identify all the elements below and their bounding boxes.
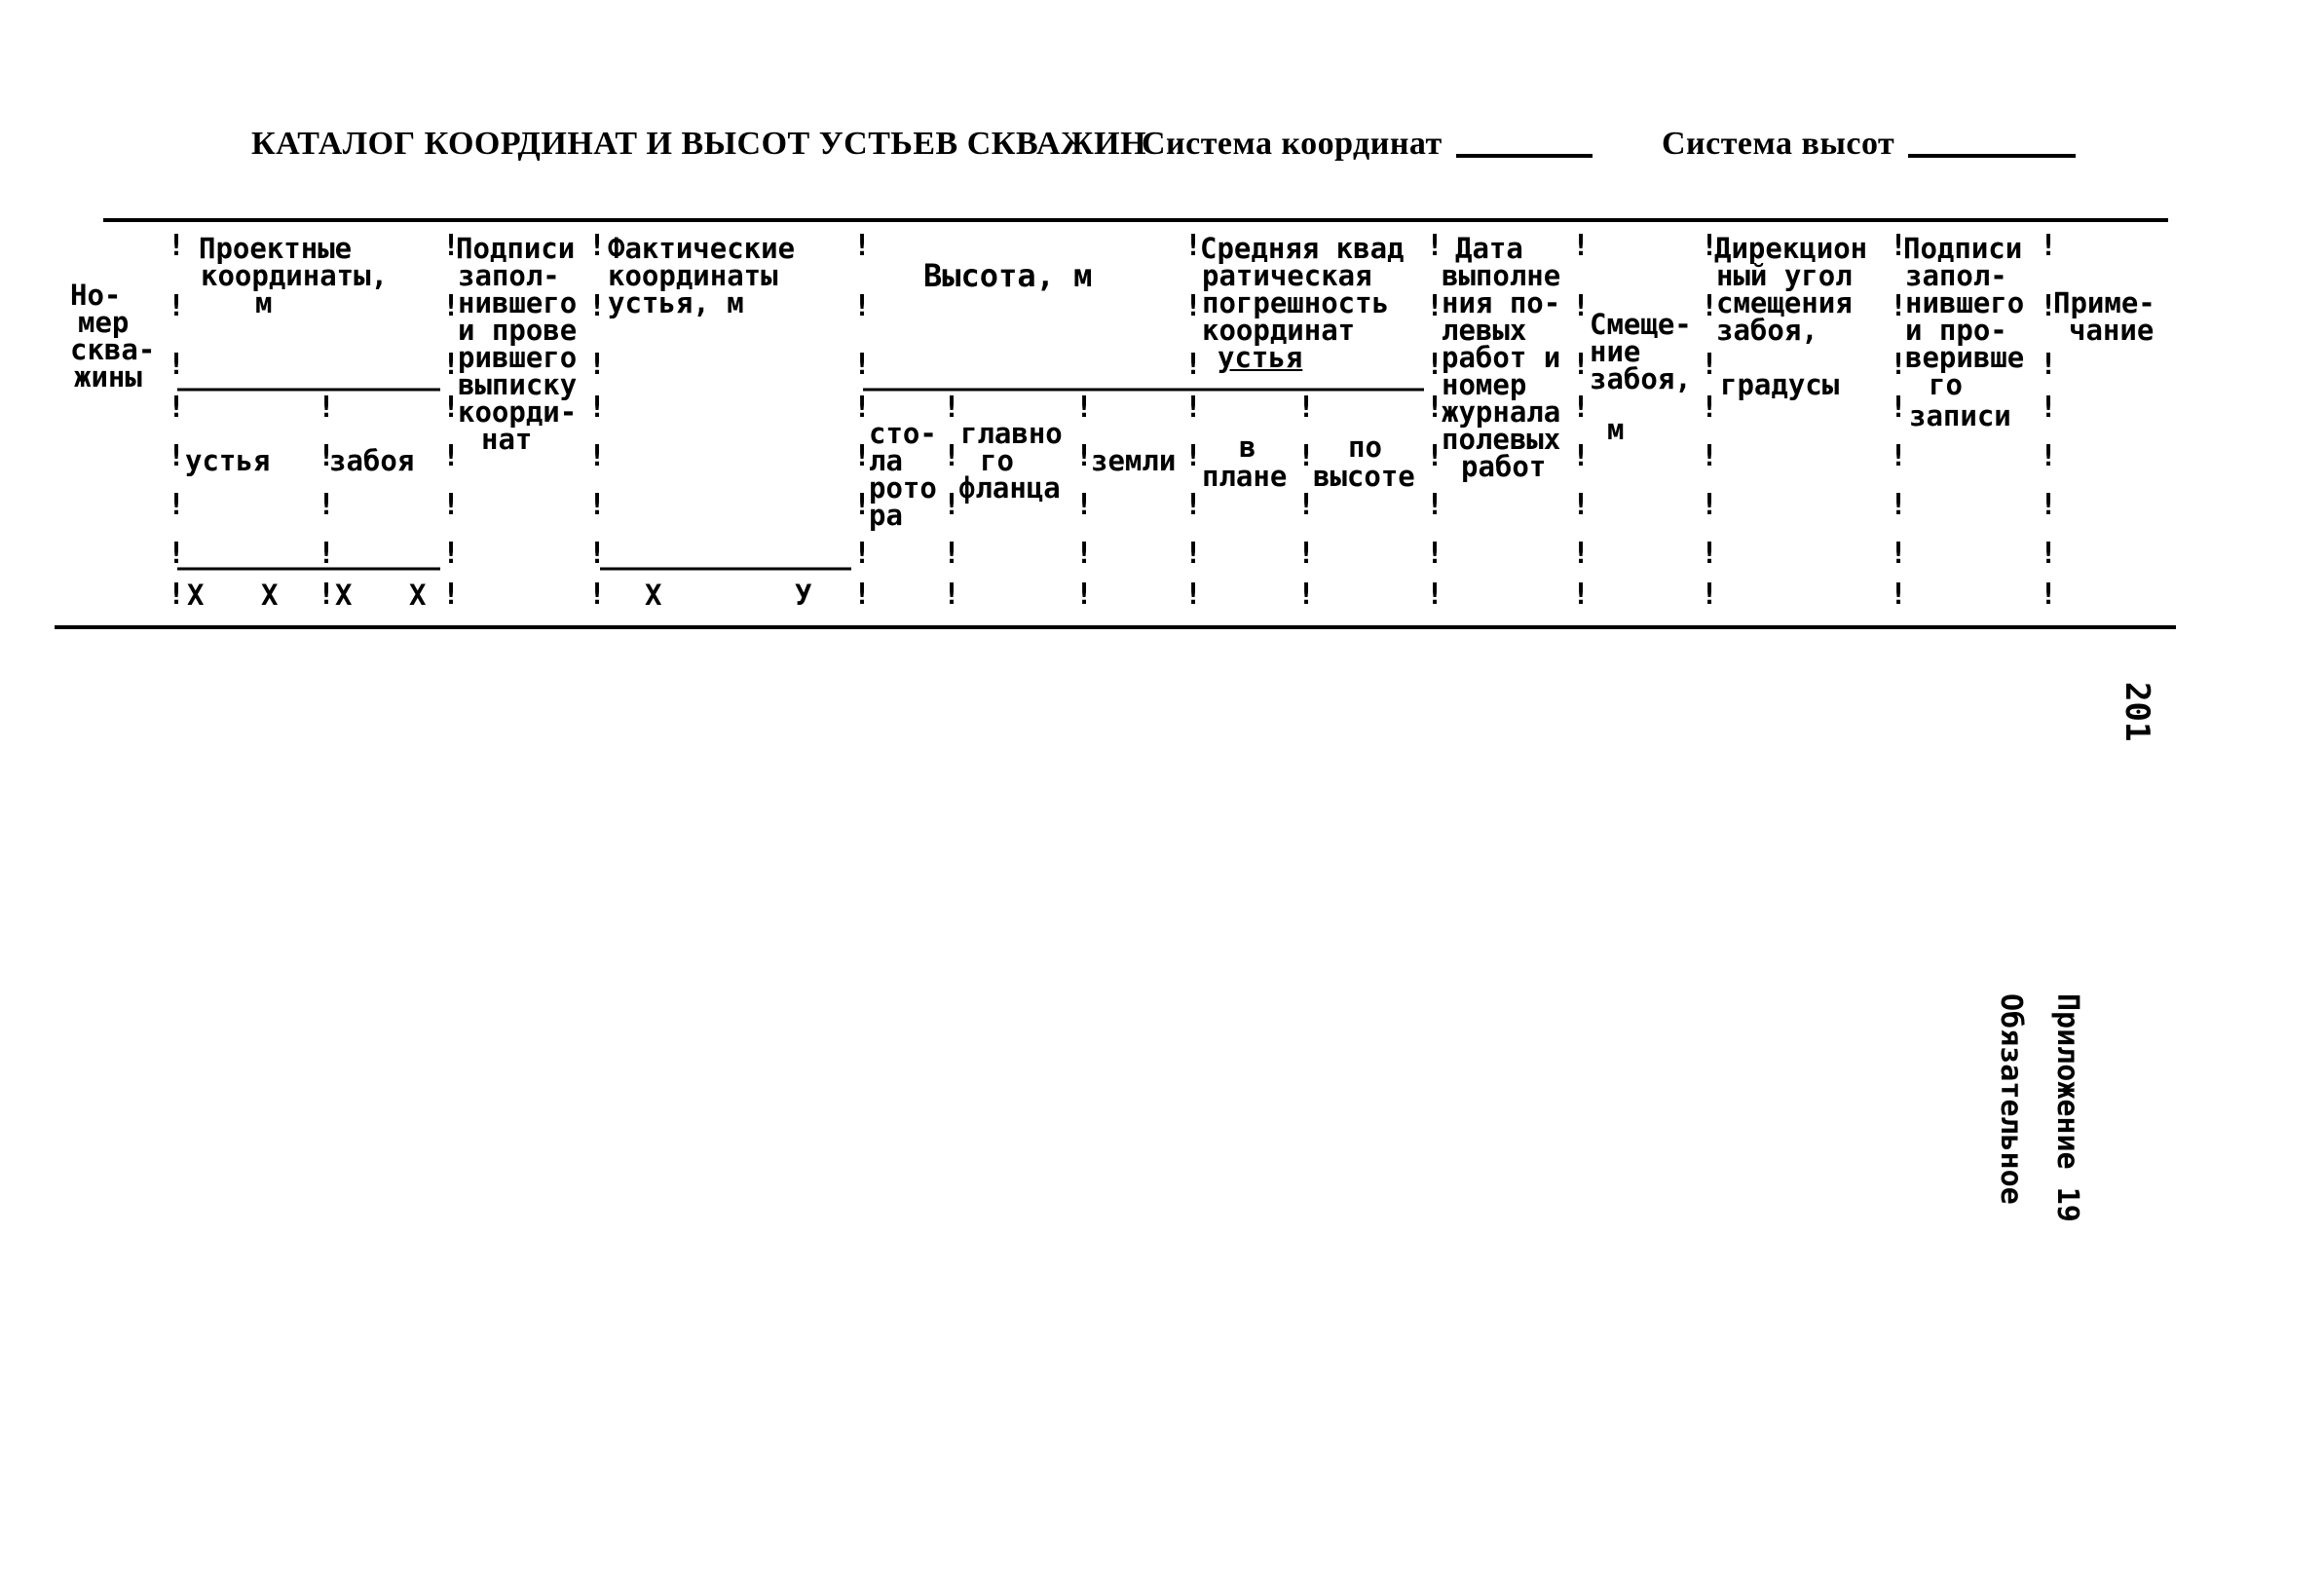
header-angle-1: Дирекцион xyxy=(1714,232,1868,265)
svg-text:!: ! xyxy=(1297,537,1316,571)
header-writer-2: запол- xyxy=(1905,259,2007,292)
header-note-1: Приме- xyxy=(2053,286,2155,319)
svg-text:!: ! xyxy=(588,537,607,571)
svg-text:!: ! xyxy=(1297,488,1316,522)
header-design-coords-3: м xyxy=(255,286,273,319)
svg-text:!: ! xyxy=(168,348,186,382)
svg-text:!: ! xyxy=(442,348,461,382)
header-rms-4: координат xyxy=(1202,314,1356,347)
svg-text:!: ! xyxy=(1184,391,1203,425)
header-rms-1: Средняя квад xyxy=(1200,232,1405,265)
header-well-number-4: жины xyxy=(74,360,142,393)
header-rotor-2: ла xyxy=(869,444,903,477)
svg-text:!: ! xyxy=(1572,229,1591,263)
svg-text:!: ! xyxy=(1297,439,1316,473)
header-ground: земли xyxy=(1091,444,1177,477)
svg-text:!: ! xyxy=(318,537,336,571)
svg-text:!: ! xyxy=(853,439,872,473)
header-flange-3: фланца xyxy=(958,471,1061,505)
svg-text:!: ! xyxy=(1890,578,1908,612)
header-flange-2: го xyxy=(980,444,1014,477)
height-system-label: Система высот xyxy=(1662,125,2076,164)
svg-text:!: ! xyxy=(853,488,872,522)
header-writer-3: нившего xyxy=(1905,286,2025,319)
svg-text:!: ! xyxy=(2040,289,2058,323)
svg-text:!: ! xyxy=(2040,439,2058,473)
header-note-2: чание xyxy=(2069,314,2155,347)
svg-text:!: ! xyxy=(588,439,607,473)
svg-text:!: ! xyxy=(588,229,607,263)
header-signature-5: рившего xyxy=(458,341,578,374)
svg-text:!: ! xyxy=(168,229,186,263)
svg-text:!: ! xyxy=(1701,289,1719,323)
header-rms-plan-1: в xyxy=(1239,430,1256,464)
svg-text:!: ! xyxy=(2040,348,2058,382)
separator-8 xyxy=(1184,229,1202,612)
svg-text:!: ! xyxy=(442,488,461,522)
svg-text:!: ! xyxy=(1297,578,1316,612)
svg-text:!: ! xyxy=(1890,537,1908,571)
appendix-type: Обязательное xyxy=(1994,993,2028,1205)
header-well-number-3: сква- xyxy=(70,333,156,366)
svg-text:!: ! xyxy=(1184,229,1203,263)
svg-text:!: ! xyxy=(1075,537,1094,571)
svg-text:!: ! xyxy=(1701,488,1719,522)
svg-text:!: ! xyxy=(2040,488,2058,522)
svg-text:!: ! xyxy=(1426,229,1444,263)
svg-text:!: ! xyxy=(1890,439,1908,473)
header-rotor-3: рото xyxy=(869,471,937,505)
svg-text:!: ! xyxy=(853,391,872,425)
svg-text:!: ! xyxy=(2040,391,2058,425)
header-rotor-4: ра xyxy=(869,499,903,532)
header-angle-4: забоя, xyxy=(1716,314,1818,347)
svg-text:!: ! xyxy=(318,439,336,473)
svg-text:!: ! xyxy=(1075,578,1094,612)
header-actual-y: У xyxy=(795,579,812,612)
header-writer-1: Подписи xyxy=(1903,232,2023,265)
svg-text:!: ! xyxy=(1701,391,1719,425)
svg-text:!: ! xyxy=(1184,537,1203,571)
page-title: КАТАЛОГ КООРДИНАТ И ВЫСОТ УСТЬЕВ СКВАЖИН xyxy=(251,126,1147,162)
header-design-x1: X xyxy=(187,579,205,612)
svg-text:!: ! xyxy=(1890,289,1908,323)
header-design-coords-1: Проектные xyxy=(199,232,353,265)
separator-2 xyxy=(318,391,335,612)
svg-text:!: ! xyxy=(1572,537,1591,571)
header-design-x4: X xyxy=(409,579,427,612)
header-well-number-2: мер xyxy=(78,306,130,339)
header-date-9: работ xyxy=(1461,450,1547,483)
separator-11 xyxy=(1572,229,1590,612)
svg-text:!: ! xyxy=(1890,391,1908,425)
svg-text:!: ! xyxy=(168,289,186,323)
header-angle-3: смещения xyxy=(1716,286,1853,319)
svg-text:!: ! xyxy=(1075,391,1094,425)
svg-text:!: ! xyxy=(1701,348,1719,382)
svg-text:!: ! xyxy=(168,578,186,612)
svg-text:!: ! xyxy=(168,488,186,522)
svg-text:!: ! xyxy=(1184,488,1203,522)
svg-text:!: ! xyxy=(1890,488,1908,522)
svg-text:!: ! xyxy=(1701,578,1719,612)
svg-text:!: ! xyxy=(853,348,872,382)
header-date-7: журнала xyxy=(1442,395,1561,429)
svg-text:!: ! xyxy=(588,289,607,323)
svg-text:!: ! xyxy=(168,439,186,473)
header-date-1: Дата xyxy=(1455,232,1523,265)
header-rms-plan-2: плане xyxy=(1202,460,1288,493)
header-rms-5: устья xyxy=(1218,341,1303,374)
header-offset-3: забоя, xyxy=(1590,362,1692,395)
header-date-4: левых xyxy=(1442,314,1527,347)
header-signature-6: выписку xyxy=(458,368,578,401)
header-offset-4: м xyxy=(1607,413,1625,446)
header-design-bottom: забоя xyxy=(329,444,415,477)
svg-text:!: ! xyxy=(1572,348,1591,382)
page-number: 201 xyxy=(2118,682,2156,742)
svg-text:!: ! xyxy=(318,578,336,612)
separator-7 xyxy=(1075,391,1093,612)
header-date-8: полевых xyxy=(1442,423,1561,456)
svg-text:!: ! xyxy=(1890,229,1908,263)
svg-text:!: ! xyxy=(943,488,961,522)
svg-text:!: ! xyxy=(943,537,961,571)
header-signature-7: коорди- xyxy=(458,395,578,429)
header-rms-height-1: по xyxy=(1348,430,1382,464)
header-writer-6: го xyxy=(1929,368,1963,401)
header-rms-2: ратическая xyxy=(1202,259,1372,292)
svg-text:!: ! xyxy=(442,578,461,612)
svg-text:!: ! xyxy=(168,537,186,571)
header-design-mouth: устья xyxy=(185,444,271,477)
svg-text:!: ! xyxy=(1890,348,1908,382)
svg-text:!: ! xyxy=(442,289,461,323)
header-rms-height-2: высоте xyxy=(1313,460,1415,493)
header-actual-coords-2: координаты xyxy=(608,259,778,292)
svg-text:!: ! xyxy=(1572,578,1591,612)
header-design-x3: X xyxy=(335,579,353,612)
svg-text:!: ! xyxy=(1572,289,1591,323)
svg-text:!: ! xyxy=(943,391,961,425)
svg-text:!: ! xyxy=(943,439,961,473)
header-well-number-1: Но- xyxy=(70,279,122,312)
svg-text:!: ! xyxy=(588,578,607,612)
svg-text:!: ! xyxy=(1184,289,1203,323)
header-date-3: ния по- xyxy=(1442,286,1561,319)
separator-1 xyxy=(168,229,185,612)
svg-text:!: ! xyxy=(1426,439,1444,473)
header-design-coords-2: координаты, xyxy=(201,259,389,292)
svg-text:!: ! xyxy=(588,391,607,425)
separator-9 xyxy=(1297,391,1315,612)
svg-text:!: ! xyxy=(318,488,336,522)
svg-text:!: ! xyxy=(442,537,461,571)
svg-text:!: ! xyxy=(1572,391,1591,425)
svg-text:!: ! xyxy=(442,391,461,425)
header-actual-coords-1: Фактические xyxy=(608,232,796,265)
header-writer-7: записи xyxy=(1909,399,2011,432)
svg-text:!: ! xyxy=(1426,578,1444,612)
svg-text:!: ! xyxy=(1426,348,1444,382)
header-signature-3: нившего xyxy=(458,286,578,319)
header-rotor-1: сто- xyxy=(869,417,937,450)
svg-text:!: ! xyxy=(1075,488,1094,522)
header-rms-3: погрешность xyxy=(1202,286,1390,319)
svg-text:!: ! xyxy=(1075,439,1094,473)
svg-text:!: ! xyxy=(168,391,186,425)
svg-text:!: ! xyxy=(2040,229,2058,263)
svg-text:!: ! xyxy=(1184,439,1203,473)
coord-system-label: Система координат xyxy=(1142,125,1593,164)
svg-text:!: ! xyxy=(853,229,872,263)
header-offset-1: Смеще- xyxy=(1590,308,1692,341)
header-date-2: выполне xyxy=(1442,259,1561,292)
header-angle-2: ный угол xyxy=(1716,259,1853,292)
header-angle-5: градусы xyxy=(1720,368,1840,401)
svg-text:!: ! xyxy=(442,439,461,473)
svg-text:!: ! xyxy=(853,289,872,323)
header-signature-4: и прове xyxy=(458,314,578,347)
svg-text:!: ! xyxy=(1426,289,1444,323)
header-date-5: работ и xyxy=(1442,341,1561,374)
svg-text:!: ! xyxy=(853,537,872,571)
svg-text:!: ! xyxy=(1426,488,1444,522)
header-actual-coords-3: устья, м xyxy=(608,286,744,319)
svg-text:!: ! xyxy=(2040,578,2058,612)
header-offset-2: ние xyxy=(1590,335,1641,368)
svg-text:!: ! xyxy=(943,578,961,612)
header-writer-5: веривше xyxy=(1905,341,2025,374)
header-signature-8: нат xyxy=(481,423,533,456)
header-signature-2: запол- xyxy=(458,259,560,292)
header-actual-x: X xyxy=(645,579,662,612)
svg-text:!: ! xyxy=(1184,578,1203,612)
header-writer-4: и про- xyxy=(1905,314,2007,347)
svg-text:!: ! xyxy=(1184,348,1203,382)
header-design-x2: X xyxy=(261,579,279,612)
svg-text:!: ! xyxy=(588,348,607,382)
svg-text:!: ! xyxy=(588,488,607,522)
svg-text:!: ! xyxy=(318,391,336,425)
svg-text:!: ! xyxy=(1297,391,1316,425)
header-signature-1: Подписи xyxy=(456,232,576,265)
svg-text:!: ! xyxy=(1701,537,1719,571)
svg-text:!: ! xyxy=(1572,488,1591,522)
svg-text:!: ! xyxy=(853,578,872,612)
separator-4 xyxy=(588,229,606,612)
svg-text:!: ! xyxy=(442,229,461,263)
svg-text:!: ! xyxy=(1426,391,1444,425)
header-height-title: Высота, м xyxy=(923,257,1093,294)
header-flange-1: главно xyxy=(960,417,1063,450)
svg-text:!: ! xyxy=(1701,439,1719,473)
appendix-label: Приложение 19 xyxy=(2050,993,2084,1222)
svg-text:!: ! xyxy=(2040,537,2058,571)
svg-text:!: ! xyxy=(1426,537,1444,571)
svg-text:!: ! xyxy=(1701,229,1719,263)
svg-text:!: ! xyxy=(1572,439,1591,473)
header-date-6: номер xyxy=(1442,368,1527,401)
